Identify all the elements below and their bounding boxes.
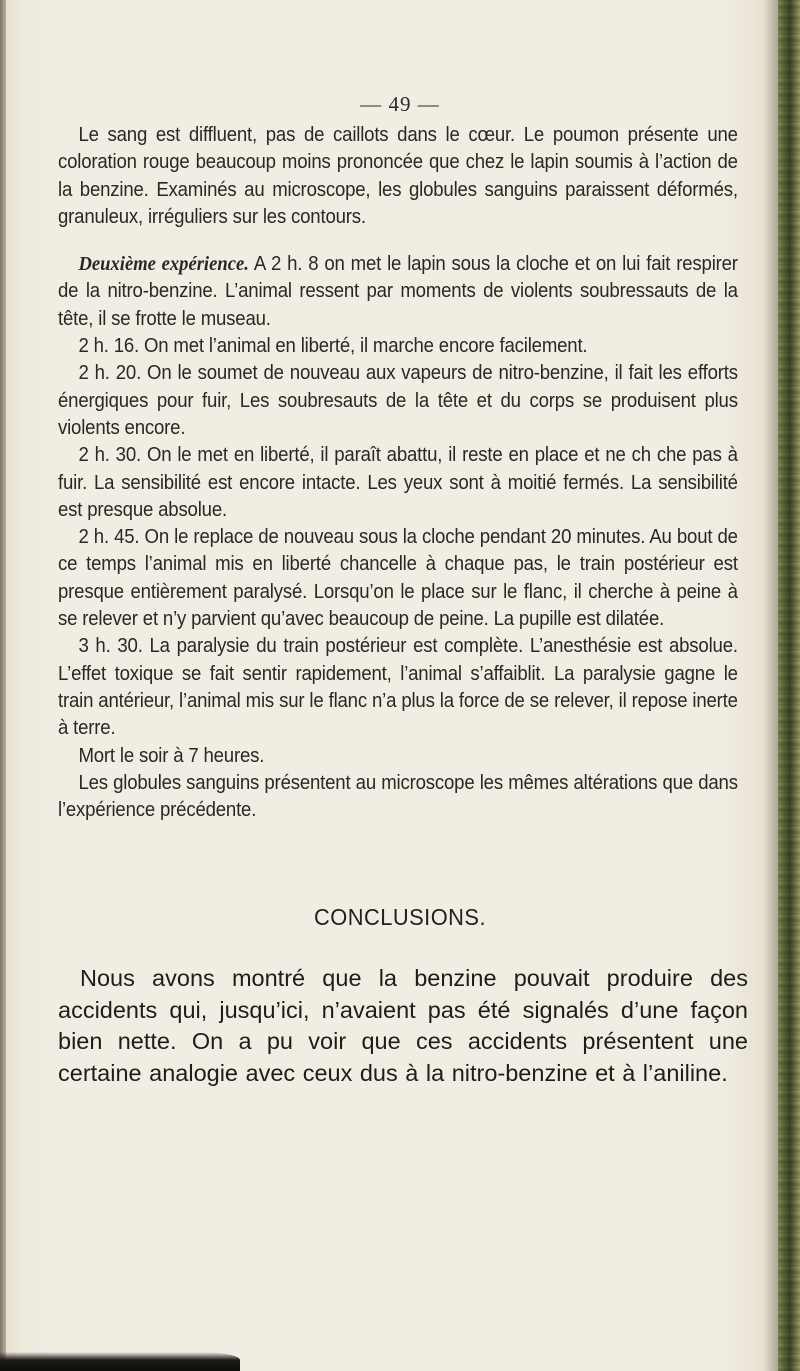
page-shadow — [764, 0, 778, 1371]
scan-artifact — [0, 1352, 240, 1371]
binding-edge — [0, 0, 6, 1371]
conclusion-text — [58, 963, 748, 1089]
experiment-title: Deuxième expérience. — [78, 253, 249, 276]
paragraph — [58, 251, 738, 333]
paragraph: Nous avons montré que la benzine pouvait produire des accidents qui, jusqu’ici, n’avaient pas été signalés d’une façon bien nette. On a pu voir que ces accidents présentent une certaine analogie avec ceux dus à la nitro-benzine et à l’aniline. — [58, 965, 748, 1086]
section-heading: CONCLUSIONS. — [313, 904, 487, 930]
paragraph: 2 h. 45. On le replace de nouveau sous la cloche pendant 20 minutes. Au bout de ce temps l’animal mis en liberté chancelle à chaque pas, le train postérieur est presque entièrement paralysé. Lorsqu’on le place sur le flanc, il cherche à peine à se relever et n’y parvient qu’avec beaucoup de peine. La pupille est dilatée. — [58, 526, 738, 631]
paragraph: Mort le soir à 7 heures. — [78, 744, 265, 767]
paragraph: 2 h. 30. On le met en liberté, il paraît abattu, il reste en place et ne ch che pas à fuir. La sensibilité est encore intacte. Les yeux sont à moitié fermés. La sensibilité est presque absolue. — [58, 444, 738, 521]
paragraph: 2 h. 20. On le soumet de nouveau aux vapeurs de nitro-benzine, il fait les efforts énergiques pour fuir, Les soubresauts de la tête et du corps se produisent plus violents encore. — [58, 362, 738, 439]
paragraph: 2 h. 16. On met l’animal en liberté, il marche encore facilement. — [78, 335, 588, 358]
page-number: — 49 — — [360, 92, 440, 116]
paragraph-text: A 2 h. 8 on met le lapin sous la cloche et on lui fait respirer de la nitro-benzine. L’animal ressent par moments de violents soubressauts de la tête, il se frotte le museau. — [58, 253, 738, 330]
scan-border — [778, 0, 800, 1371]
body-text — [58, 122, 738, 824]
paragraph: Le sang est diffluent, pas de caillots dans le cœur. Le poumon présente une coloration rouge beaucoup moins prononcée que chez le lapin soumis à l’action de la benzine. Examinés au microscope, les globules sanguins paraissent déformés, granuleux, irréguliers sur les contours. — [58, 124, 738, 228]
paragraph: 3 h. 30. La paralysie du train postérieur est complète. L’anesthésie est absolue. L’effet toxique se fait sentir rapidement, l’animal s’affaiblit. La paralysie gagne le train antérieur, l’animal mis sur le flanc n’a plus la force de se relever, il repose inerte à terre. — [58, 635, 738, 740]
paragraph: Les globules sanguins présentent au microscope les mêmes altérations que dans l’expérience précédente. — [58, 771, 738, 822]
